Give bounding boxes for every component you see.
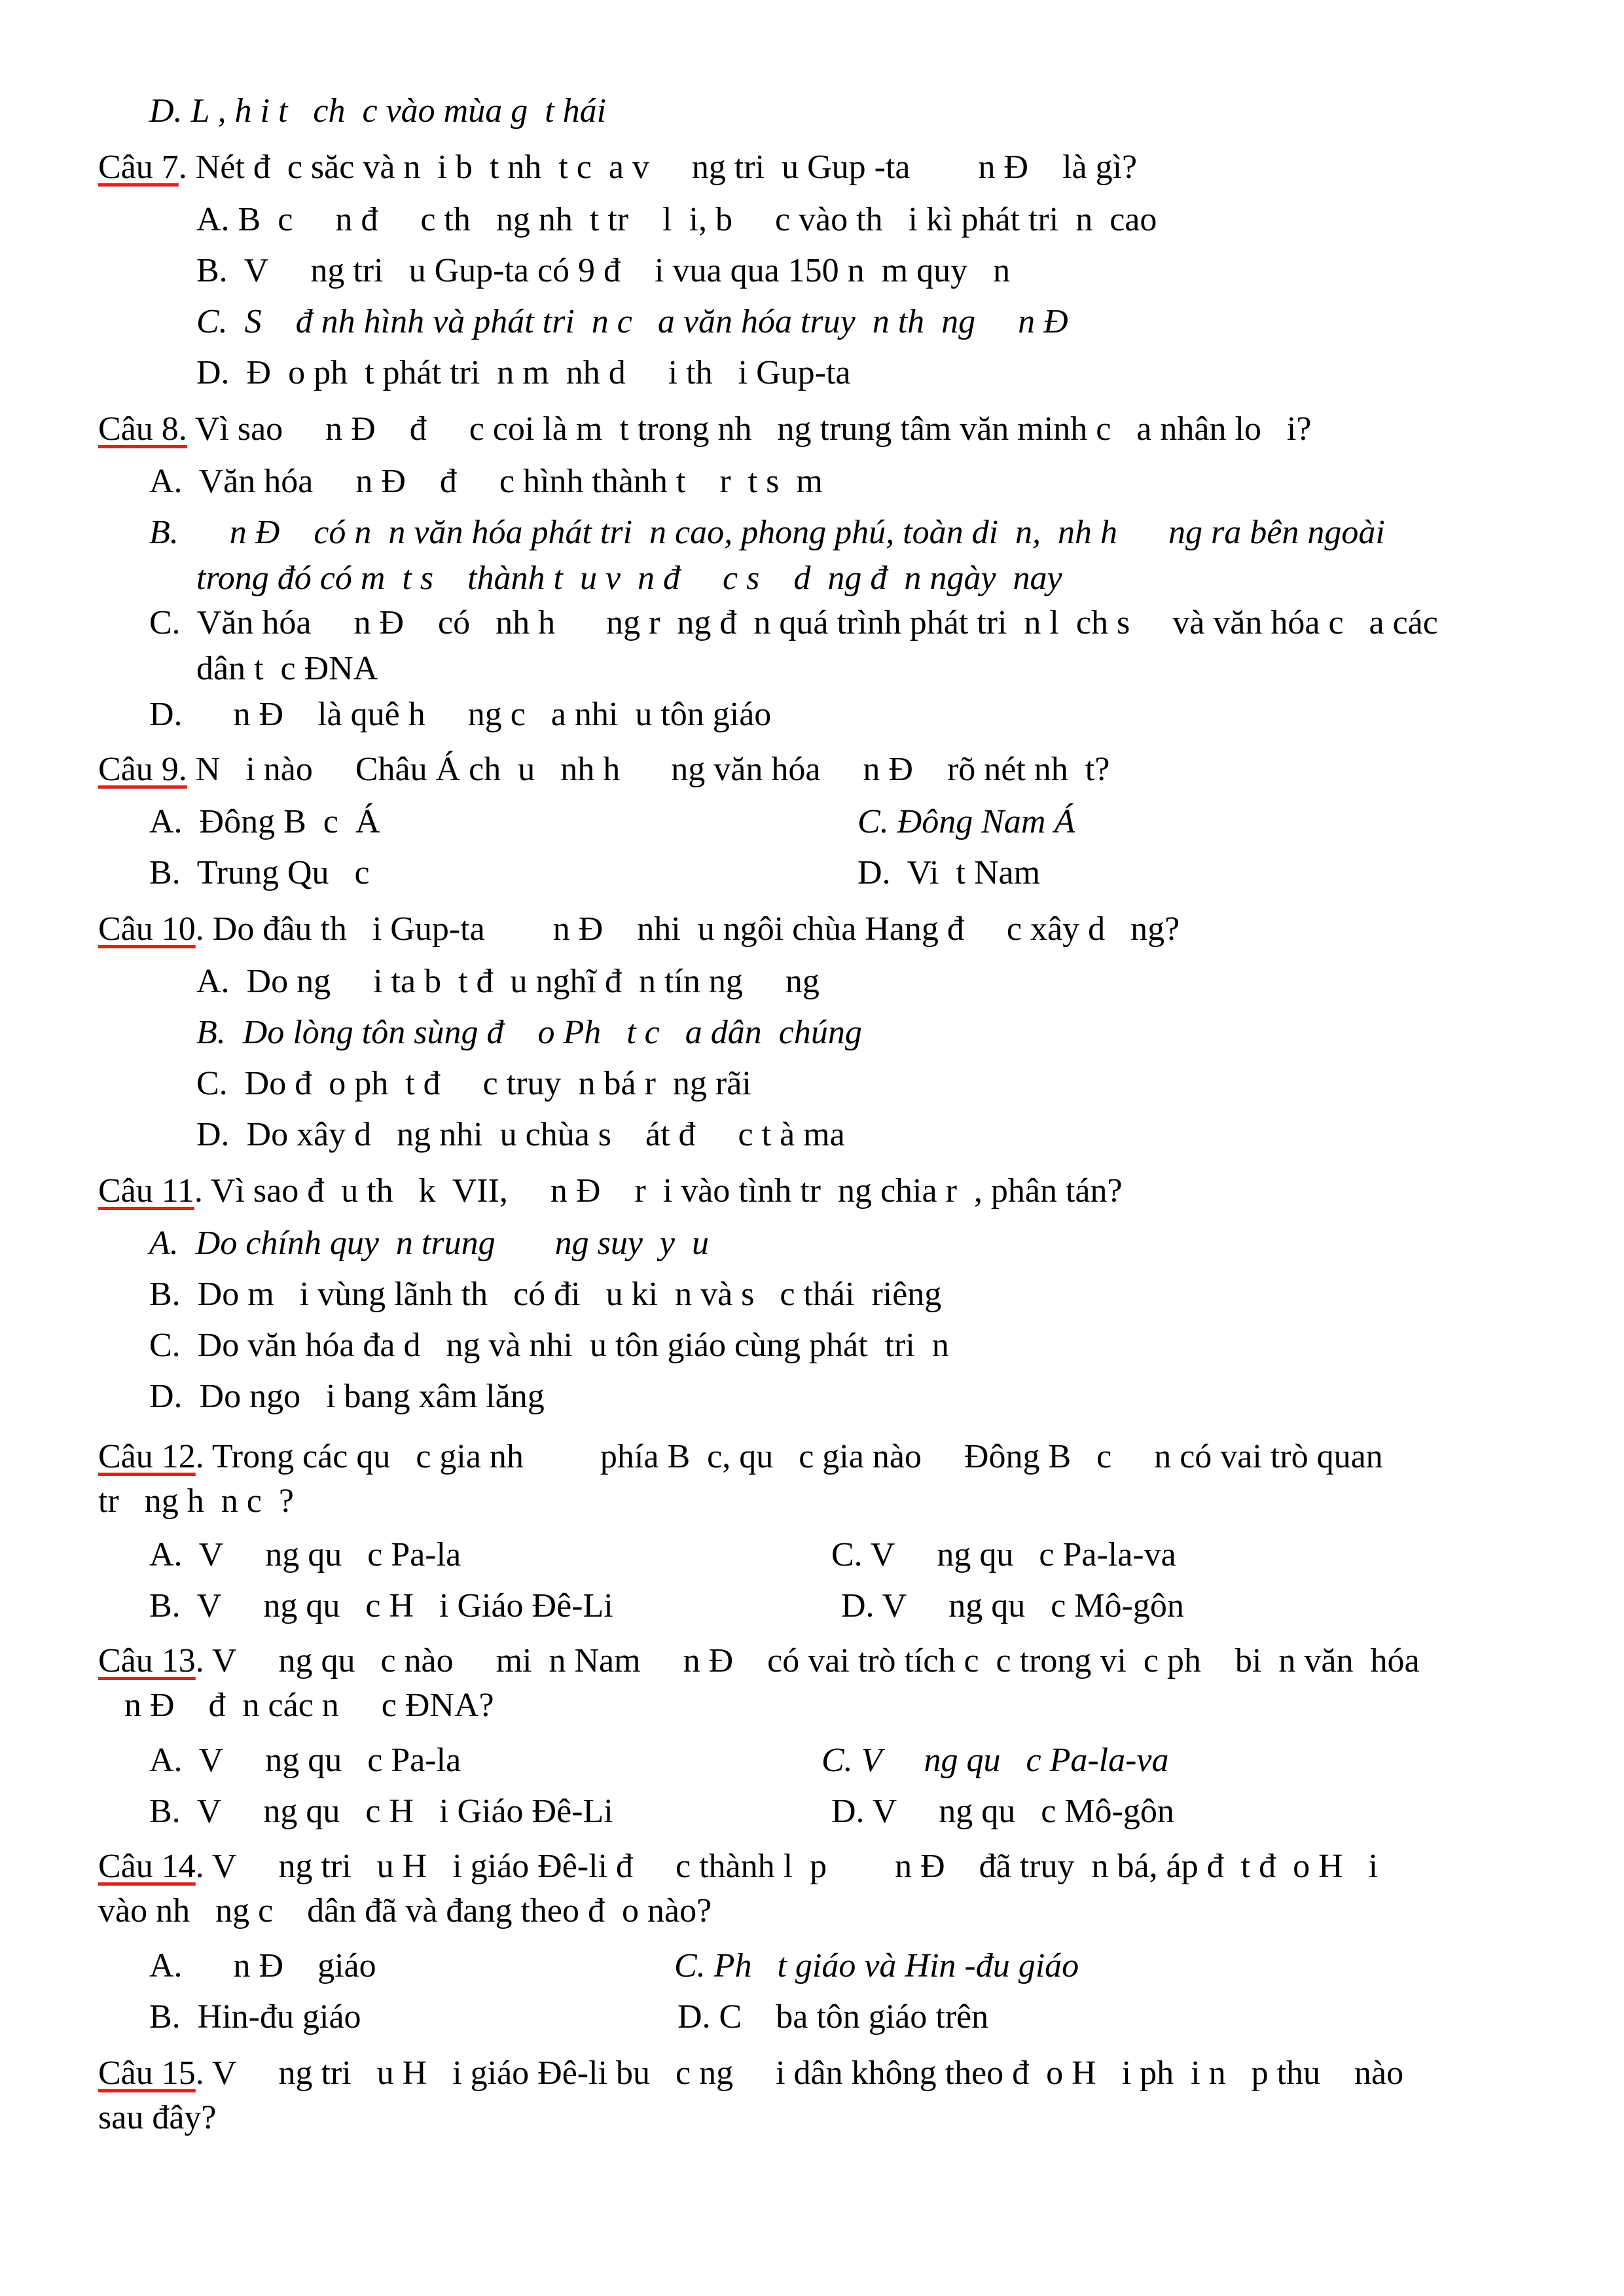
question-9-label: Câu 9. xyxy=(98,751,187,788)
q13-option-a: A. V ng qu c Pa-la xyxy=(149,1742,461,1779)
question-15 xyxy=(98,2054,1403,2093)
question-15-label: Câu 15 xyxy=(98,2054,196,2092)
q14-option-a: A. n Đ giáo xyxy=(149,1947,376,1984)
question-9-text: N i nào Châu Á ch u nh h ng văn hóa n Đ rõ nét nh t? xyxy=(187,751,1110,788)
question-13 xyxy=(98,1641,1420,1681)
question-12-text: . Trong các qu c gia nh phía B c, qu c gia nào Đông B c n có vai trò quan xyxy=(195,1438,1383,1475)
question-7-label: Câu 7 xyxy=(98,149,179,186)
question-13-label: Câu 13 xyxy=(98,1642,196,1679)
question-13-line2: n Đ đ n các n c ĐNA? xyxy=(124,1687,494,1724)
q8-option-a: A. Văn hóa n Đ đ c hình thành t r t s m xyxy=(149,463,823,500)
question-15-line2: sau đây? xyxy=(98,2099,217,2136)
q14-option-d: D. C ba tôn giáo trên xyxy=(677,1998,989,2036)
question-9 xyxy=(98,750,1110,789)
q7-option-d: D. Đ o ph t phát tri n m nh d i th i Gup-ta xyxy=(196,354,851,391)
question-12-line2: tr ng h n c ? xyxy=(98,1482,294,1520)
question-10-text: . Do đâu th i Gup-ta n Đ nhi u ngôi chùa Hang đ c xây d ng? xyxy=(195,910,1180,948)
q11-option-c: C. Do văn hóa đa d ng và nhi u tôn giáo cùng phát tri n xyxy=(149,1327,949,1364)
question-7 xyxy=(98,148,1137,187)
question-12 xyxy=(98,1437,1383,1477)
q8-option-c-line1: C. Văn hóa n Đ có nh h ng r ng đ n quá trình phát tri n l ch s và văn hóa c a các xyxy=(149,604,1438,641)
question-14-label: Câu 14 xyxy=(98,1848,196,1885)
question-14 xyxy=(98,1847,1378,1886)
question-13-text: . V ng qu c nào mi n Nam n Đ có vai trò tích c c trong vi c ph bi n văn hóa xyxy=(195,1642,1420,1679)
q9-option-d: D. Vi t Nam xyxy=(857,854,1041,891)
q8-option-c-line2: dân t c ĐNA xyxy=(196,650,378,687)
q14-option-b: B. Hin-đu giáo xyxy=(149,1998,361,2036)
question-8 xyxy=(98,410,1311,449)
question-10 xyxy=(98,910,1180,949)
question-14-text: . V ng tri u H i giáo Đê-li đ c thành l p n Đ đã truy n bá, áp đ t đ o H i xyxy=(195,1848,1379,1885)
q14-option-c: C. Ph t giáo và Hin -đu giáo xyxy=(674,1947,1079,1984)
q8-option-b-line2: trong đó có m t s thành t u v n đ c s d ng đ n ngày nay xyxy=(196,560,1062,597)
q13-option-c: C. V ng qu c Pa-la-va xyxy=(821,1742,1169,1779)
q9-option-b: B. Trung Qu c xyxy=(149,854,370,891)
q12-option-c: C. V ng qu c Pa-la-va xyxy=(831,1536,1176,1573)
q12-option-b: B. V ng qu c H i Giáo Đê-Li xyxy=(149,1587,613,1624)
question-10-label: Câu 10 xyxy=(98,910,196,948)
q11-option-d: D. Do ngo i bang xâm lăng xyxy=(149,1378,545,1415)
q7-option-c: C. S đ nh hình và phát tri n c a văn hóa truy n th ng n Đ xyxy=(196,303,1068,340)
q8-option-b-line1: B. n Đ có n n văn hóa phát tri n cao, phong phú, toàn di n, nh h ng ra bên ngoài xyxy=(149,514,1385,551)
q10-option-d: D. Do xây d ng nhi u chùa s át đ c t à ma xyxy=(196,1116,845,1153)
question-12-label: Câu 12 xyxy=(98,1438,196,1475)
question-8-label: Câu 8. xyxy=(98,410,187,448)
q13-option-d: D. V ng qu c Mô-gôn xyxy=(831,1793,1174,1830)
q9-option-c: C. Đông Nam Á xyxy=(857,803,1075,840)
question-7-text: . Nét đ c săc và n i b t nh t c a v ng tri u Gup -ta n Đ là gì? xyxy=(178,149,1138,186)
question-8-text: Vì sao n Đ đ c coi là m t trong nh ng trung tâm văn minh c a nhân lo i? xyxy=(187,410,1312,448)
question-11 xyxy=(98,1172,1123,1211)
q11-option-b: B. Do m i vùng lãnh th có đi u ki n và s c thái riêng xyxy=(149,1276,942,1313)
line-q6-option-d: D. L , h i t ch c vào mùa g t hái xyxy=(149,92,607,130)
q7-option-a: A. B c n đ c th ng nh t tr l i, b c vào th i kì phát tri n cao xyxy=(196,201,1157,238)
question-14-line2: vào nh ng c dân đã và đang theo đ o nào? xyxy=(98,1892,712,1929)
q13-option-b: B. V ng qu c H i Giáo Đê-Li xyxy=(149,1793,613,1830)
q9-option-a: A. Đông B c Á xyxy=(149,803,380,840)
q10-option-c: C. Do đ o ph t đ c truy n bá r ng rãi xyxy=(196,1065,751,1102)
q12-option-d: D. V ng qu c Mô-gôn xyxy=(841,1587,1184,1624)
question-11-text: . Vì sao đ u th k VII, n Đ r i vào tình tr ng chia r , phân tán? xyxy=(194,1172,1123,1210)
q7-option-b: B. V ng tri u Gup-ta có 9 đ i vua qua 150 n m quy n xyxy=(196,252,1011,289)
q10-option-a: A. Do ng i ta b t đ u nghĩ đ n tín ng ng xyxy=(196,963,820,1000)
question-15-text: . V ng tri u H i giáo Đê-li bu c ng i dân không theo đ o H i ph i n p thu nào xyxy=(195,2054,1404,2092)
question-11-label: Câu 11 xyxy=(98,1172,194,1210)
q12-option-a: A. V ng qu c Pa-la xyxy=(149,1536,461,1573)
q10-option-b: B. Do lòng tôn sùng đ o Ph t c a dân chúng xyxy=(196,1014,862,1051)
q11-option-a: A. Do chính quy n trung ng suy y u xyxy=(149,1225,710,1262)
q8-option-d: D. n Đ là quê h ng c a nhi u tôn giáo xyxy=(149,696,772,733)
